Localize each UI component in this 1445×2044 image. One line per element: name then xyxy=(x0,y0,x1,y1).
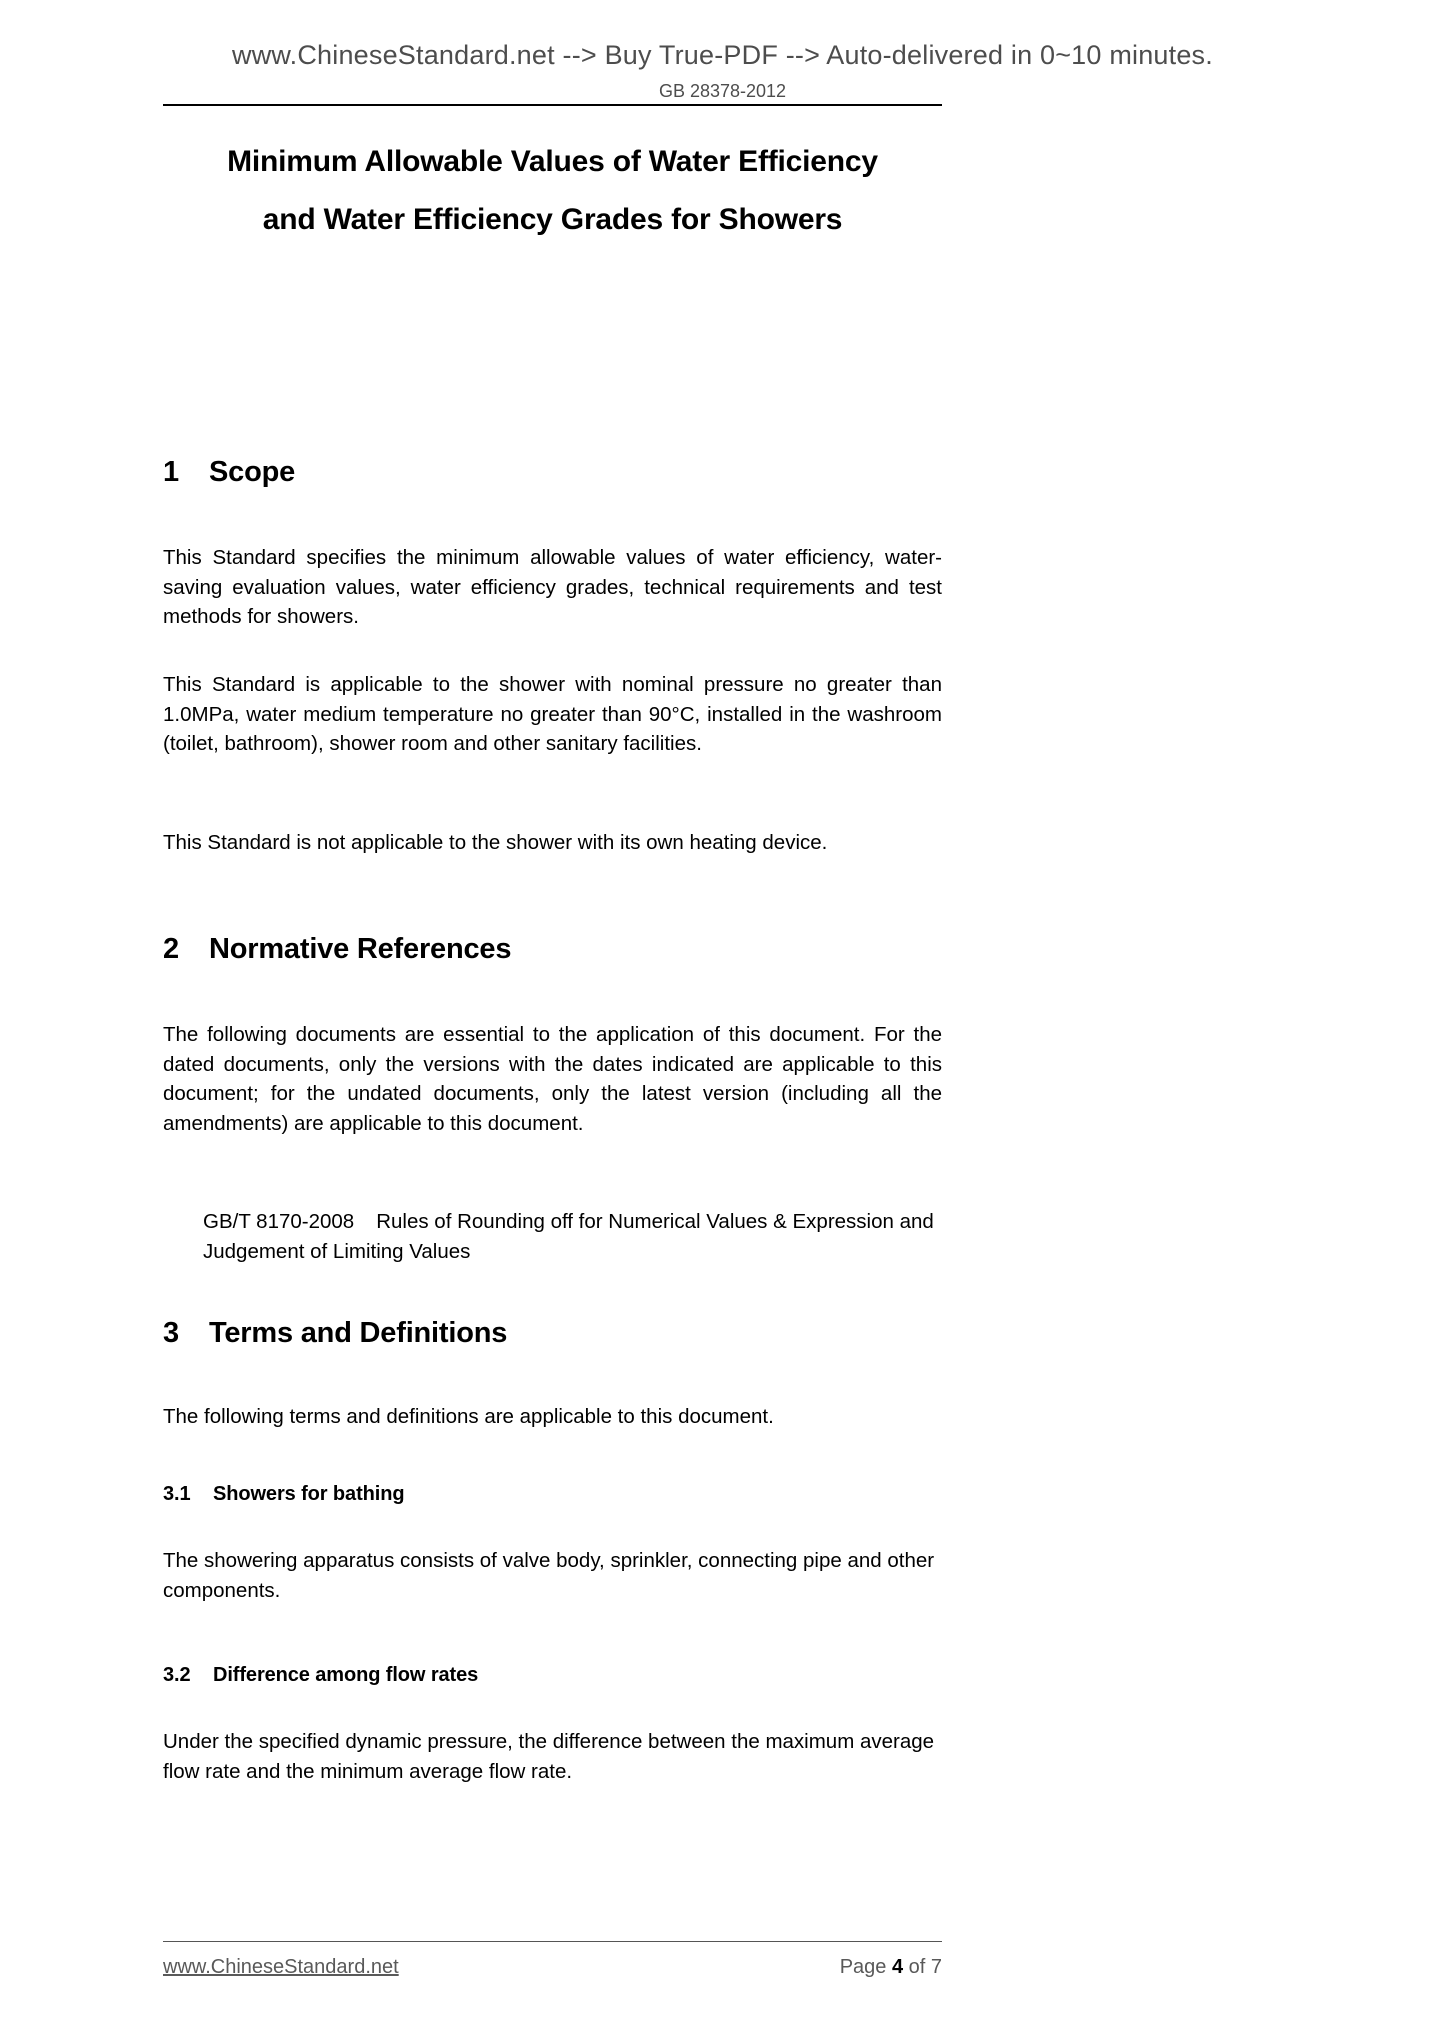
section-title-normative-references: Normative References xyxy=(209,933,512,965)
section-number-2: 2 xyxy=(163,933,179,965)
page-title-line-1: Minimum Allowable Values of Water Efficiency xyxy=(227,145,878,178)
section-heading-scope xyxy=(163,456,942,489)
scope-paragraph-3: This Standard is not applicable to the shower with its own heating device. xyxy=(163,831,828,854)
terms-paragraph-1: The following terms and definitions are applicable to this document. xyxy=(163,1405,774,1428)
subsection-number-3-1: 3.1 xyxy=(163,1483,191,1505)
reference-item-gbt8170 xyxy=(203,1207,942,1266)
footer-page-number: 4 xyxy=(891,1956,904,1978)
section-title-scope: Scope xyxy=(209,456,296,488)
page-footer xyxy=(163,1956,942,1979)
subsection-heading-3-1 xyxy=(163,1483,942,1506)
subsection-body-3-1: The showering apparatus consists of valve body, sprinkler, connecting pipe and other components. xyxy=(163,1549,935,1602)
document-content xyxy=(163,0,942,1783)
subsection-title-showers-for-bathing: Showers for bathing xyxy=(213,1483,405,1505)
standard-number-header: GB 28378-2012 xyxy=(658,81,787,101)
normative-paragraph-1: The following documents are essential to the application of this document. For the dated documents, only the versions with the dates indicated are applicable to this document; for the undated documents, only the latest version (including all the amendments) are applicable to this document. xyxy=(163,1023,942,1135)
subsection-number-3-2: 3.2 xyxy=(163,1664,191,1686)
footer-divider-rule xyxy=(163,1941,942,1942)
subsection-title-difference-among-flow-rates: Difference among flow rates xyxy=(213,1664,479,1686)
promo-watermark-header: www.ChineseStandard.net --> Buy True-PDF --> Auto-delivered in 0~10 minutes. xyxy=(232,40,1213,70)
section-heading-normative-references xyxy=(163,933,942,966)
scope-paragraph-1: This Standard specifies the minimum allowable values of water efficiency, water-saving evaluation values, water efficiency grades, technical requirements and test methods for showers. xyxy=(163,546,942,628)
section-heading-terms-and-definitions xyxy=(163,1317,942,1350)
reference-title: Rules of Rounding off for Numerical Values & Expression and Judgement of Limiting Values xyxy=(203,1210,934,1263)
normative-reference-list xyxy=(163,1207,942,1266)
footer-page-prefix: Page xyxy=(839,1956,892,1978)
section-number-1: 1 xyxy=(163,456,179,488)
footer-site-link[interactable]: www.ChineseStandard.net xyxy=(163,1956,399,1978)
subsection-body-3-2: Under the specified dynamic pressure, the difference between the maximum average flow rate and the minimum average flow rate. xyxy=(163,1730,935,1783)
page-title-line-2: and Water Efficiency Grades for Showers xyxy=(262,203,843,236)
reference-code: GB/T 8170-2008 xyxy=(203,1210,355,1233)
section-title-terms-and-definitions: Terms and Definitions xyxy=(209,1317,508,1349)
page-title xyxy=(163,133,942,249)
section-number-3: 3 xyxy=(163,1317,179,1349)
footer-page-suffix: of 7 xyxy=(903,1956,942,1978)
scope-paragraph-2: This Standard is applicable to the shower with nominal pressure no greater than 1.0MPa, water medium temperature no greater than 90°C, installed in the washroom (toilet, bathroom), shower room and other sanitary facilities. xyxy=(163,673,942,755)
footer-page-indicator xyxy=(840,1956,942,1979)
subsection-heading-3-2 xyxy=(163,1664,942,1687)
